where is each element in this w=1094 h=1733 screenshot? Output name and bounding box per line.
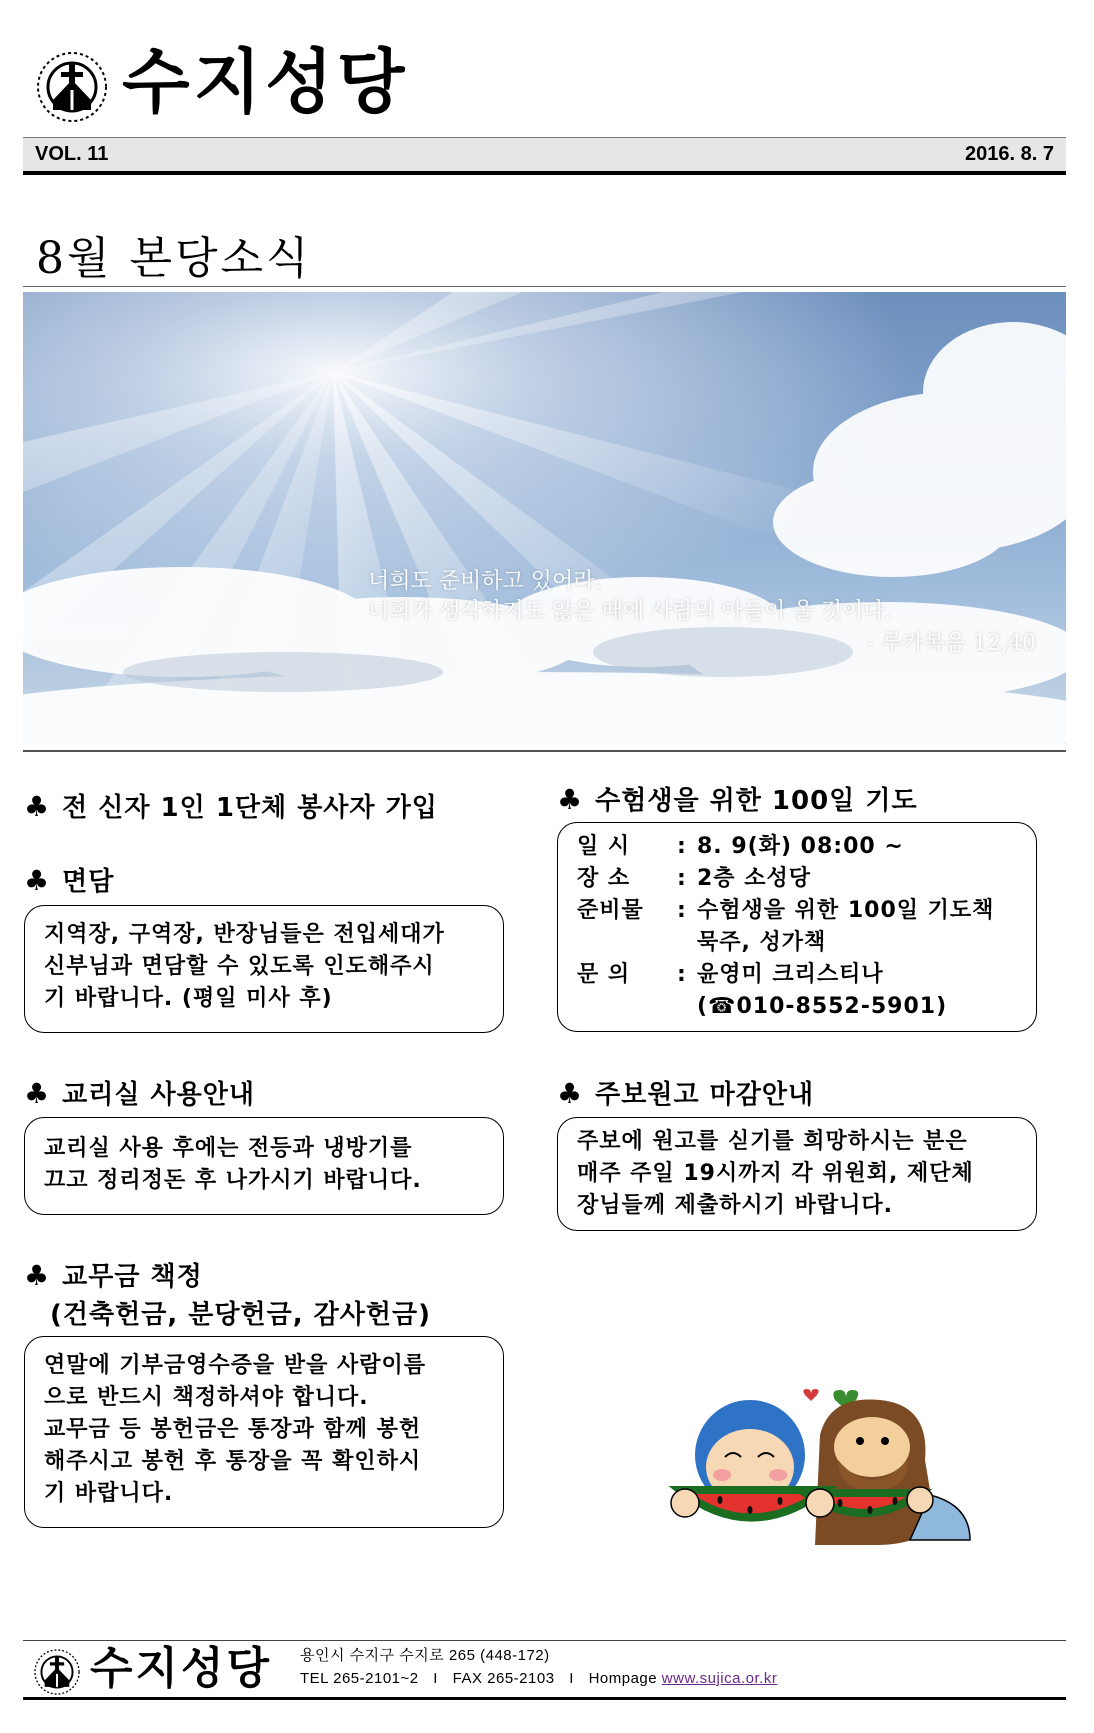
- bulletin-text: 주보에 원고를 싣기를 희망하시는 분은 매주 주일 19시까지 각 위원회, 제단체 장님들께 제출하시기 바랍니다.: [577, 1129, 974, 1218]
- club-icon: ♣: [24, 790, 51, 823]
- club-icon: ♣: [24, 1259, 51, 1292]
- footer-separator: I: [433, 1670, 438, 1687]
- prayer-row: 장 소 : 2층 소성당: [577, 866, 811, 891]
- heart-icon: [803, 1389, 818, 1401]
- club-icon: ♣: [24, 1077, 51, 1110]
- footer-tel: TEL 265-2101~2: [300, 1670, 419, 1687]
- footer-homepage-label: Hompage: [588, 1670, 658, 1687]
- volume-bar: [23, 137, 1066, 175]
- section-volunteer-title: ♣ 전 신자 1인 1단체 봉사자 가입: [24, 790, 438, 823]
- footer-top-rule: [23, 1640, 1066, 1641]
- classroom-text: 교리실 사용 후에는 전등과 냉방기를 끄고 정리정돈 후 나가시기 바랍니다.: [44, 1136, 422, 1193]
- section-dues-subtitle: (건축헌금, 분당헌금, 감사헌금): [50, 1300, 432, 1330]
- prayer-row: 묵주, 성가책: [697, 930, 827, 955]
- church-logo-icon: [35, 50, 109, 124]
- section-classroom-title: ♣ 교리실 사용안내: [24, 1077, 255, 1110]
- header-brand: 수지성당: [122, 41, 409, 123]
- prayer-row: 준비물 : 수험생을 위한 100일 기도책: [577, 898, 995, 923]
- quote-line-2: 너희가 생각하지도 않은 때에 사람의 아들이 올 것이다.: [368, 599, 892, 624]
- club-icon: ♣: [24, 864, 51, 897]
- sun-rays-icon: [23, 292, 1066, 744]
- footer-address: 용인시 수지구 수지로 265 (448-172): [300, 1647, 550, 1664]
- section-dues-title: ♣ 교무금 책정: [24, 1259, 203, 1292]
- club-icon: ♣: [557, 1077, 584, 1110]
- hero-rule: [23, 750, 1066, 752]
- quote-source: - 루카복음 12,40: [866, 631, 1036, 656]
- footer-church-logo-icon: [33, 1648, 81, 1696]
- watermelon-illustration: [640, 1375, 990, 1550]
- footer-fax: FAX 265-2103: [452, 1670, 555, 1687]
- title-rule: [23, 286, 1066, 287]
- footer-brand: 수지성당: [90, 1643, 273, 1694]
- section-bulletin-title: ♣ 주보원고 마감안내: [557, 1077, 815, 1110]
- dues-text: 연말에 기부금영수증을 받을 사람이름 으로 반드시 책정하셔야 합니다. 교무금 등 봉헌금은 통장과 함께 봉헌 해주시고 봉헌 후 통장을 꼭 확인하시 기 바랍니다.: [44, 1353, 427, 1506]
- prayer-row: 문 의 : 윤영미 크리스티나: [577, 962, 884, 987]
- footer-contact: [300, 1670, 777, 1687]
- section-prayer-title: ♣ 수험생을 위한 100일 기도: [557, 783, 918, 816]
- page-title: 8월 본당소식: [36, 233, 312, 284]
- prayer-row: (☎010-8552-5901): [697, 994, 948, 1019]
- volume-number: VOL. 11: [35, 143, 109, 165]
- footer-bottom-rule: [23, 1697, 1066, 1700]
- issue-date: 2016. 8. 7: [965, 143, 1054, 165]
- prayer-details: [577, 831, 994, 1023]
- interview-text: 지역장, 구역장, 반장님들은 전입세대가 신부님과 면담할 수 있도록 인도해주시 기 바랍니다. (평일 미사 후): [44, 922, 445, 1011]
- footer-separator: I: [569, 1670, 574, 1687]
- hero-sky-image: [23, 292, 1066, 744]
- club-icon: ♣: [557, 783, 584, 816]
- footer-homepage-link[interactable]: www.sujica.or.kr: [661, 1670, 778, 1687]
- section-interview-title: ♣ 면담: [24, 864, 115, 897]
- quote-line-1: 너희도 준비하고 있어라.: [368, 569, 602, 594]
- prayer-row: 일 시 : 8. 9(화) 08:00 ~: [577, 834, 904, 859]
